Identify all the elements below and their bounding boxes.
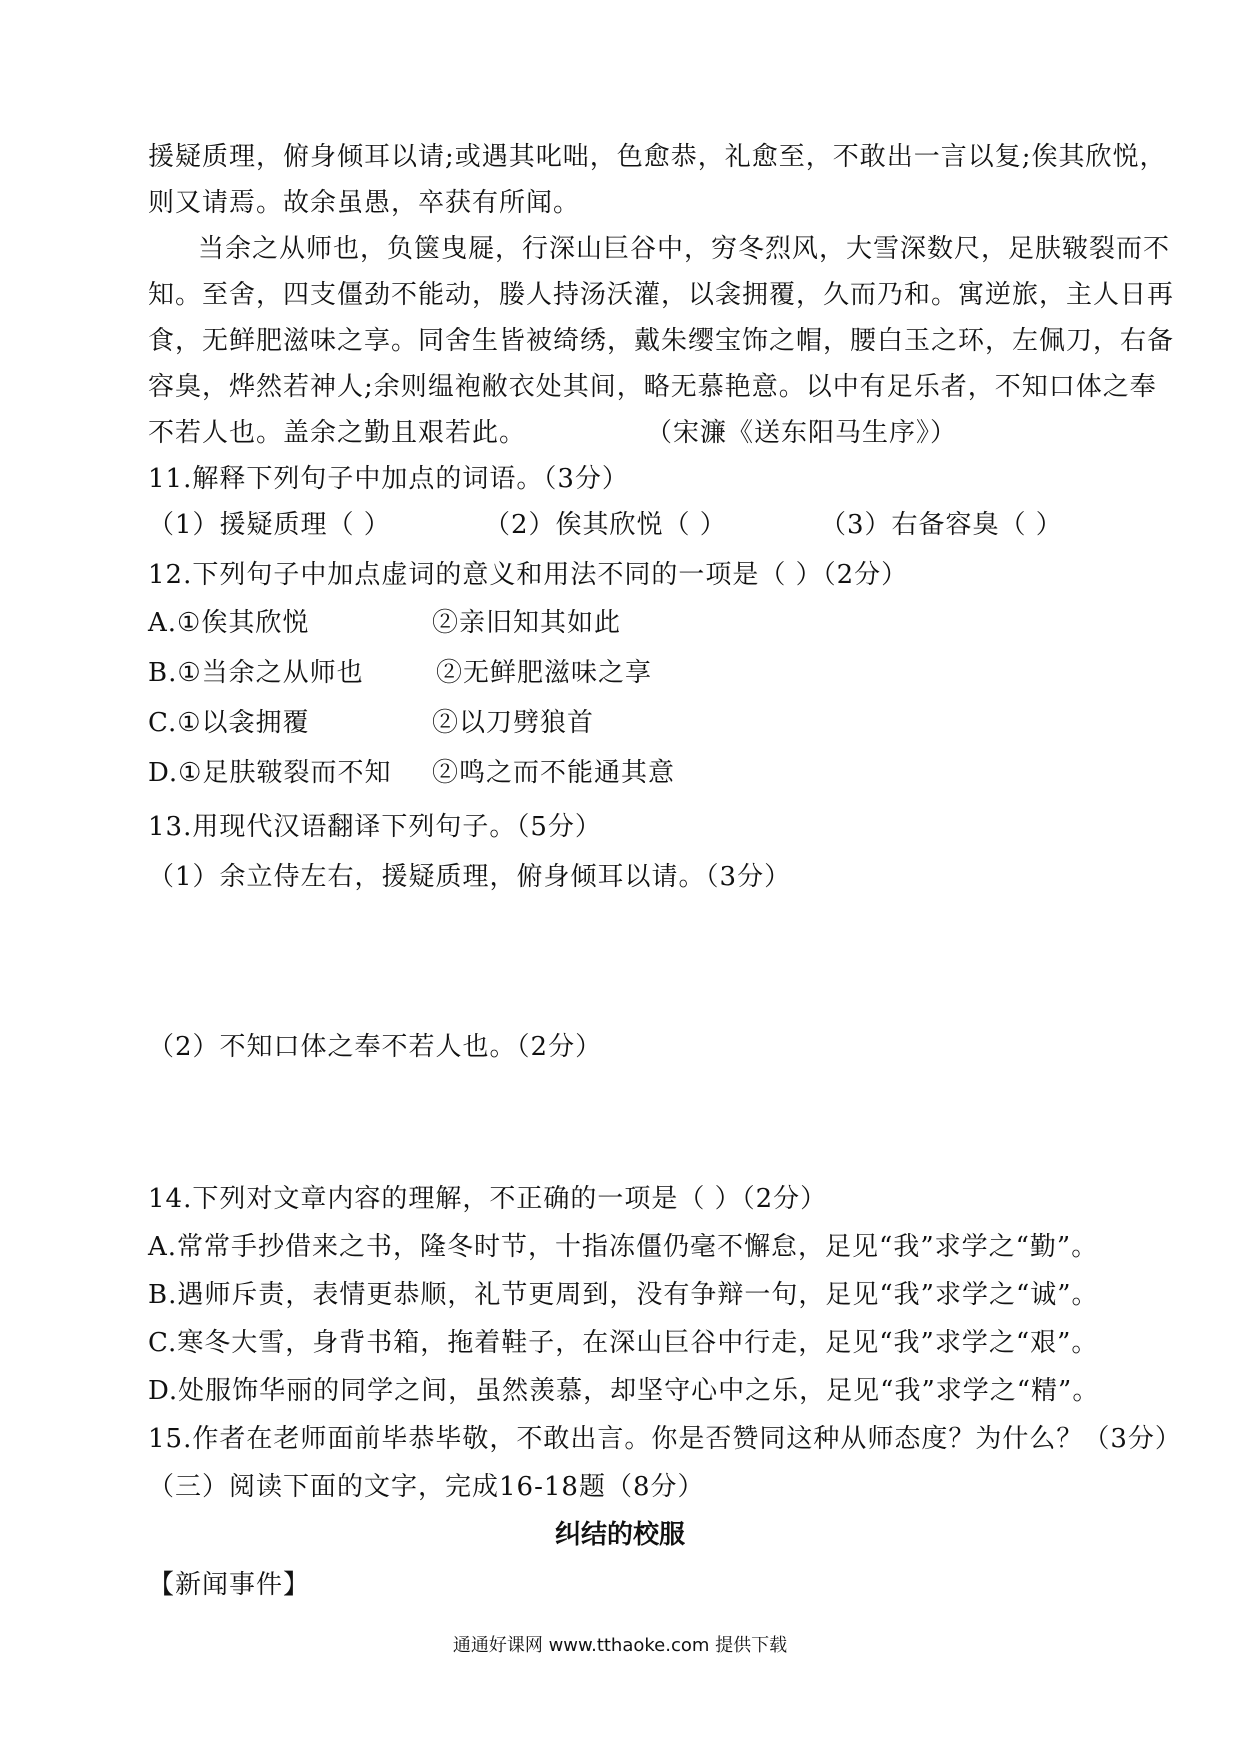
passage-line: 不若人也。盖余之勤且艰若此。 xyxy=(148,418,527,448)
q12-option-c2: ②以刀劈狼首 xyxy=(432,708,595,738)
question-15-stem: 15.作者在老师面前毕恭毕敬，不敢出言。你是否赞同这种从师态度？为什么？（3分） xyxy=(148,1424,1182,1454)
q12-option-b1: B.①当余之从师也 xyxy=(148,658,364,688)
q12-option-d1: D.①足肤皲裂而不知 xyxy=(148,758,392,788)
q12-option-d2: ②鸣之而不能通其意 xyxy=(432,758,676,788)
q12-option-a1: A.①俟其欣悦 xyxy=(148,608,310,638)
q12-option-c1: C.①以衾拥覆 xyxy=(148,708,310,738)
passage-source: （宋濂《送东阳马生序》） xyxy=(646,418,958,448)
passage-line: 当余之从师也，负箧曳屣，行深山巨谷中，穷冬烈风，大雪深数尺，足肤皲裂而不 xyxy=(198,234,1171,264)
q12-option-b2: ②无鲜肥滋味之享 xyxy=(436,658,653,688)
section-3-heading: （三）阅读下面的文字，完成16-18题（8分） xyxy=(148,1472,705,1502)
question-11-stem: 11.解释下列句子中加点的词语。（3分） xyxy=(148,464,629,494)
passage-line: 则又请焉。故余虽愚，卒获有所闻。 xyxy=(148,188,581,218)
passage-line: 援疑质理，俯身倾耳以请;或遇其叱咄，色愈恭，礼愈至，不敢出一言以复;俟其欣悦， xyxy=(148,142,1167,172)
q12-option-a2: ②亲旧知其如此 xyxy=(432,608,622,638)
page-footer: 通通好课网 www.tthaoke.com 提供下载 xyxy=(452,1635,788,1656)
article-title: 纠结的校服 xyxy=(554,1520,685,1550)
q14-option-a: A.常常手抄借来之书，隆冬时节，十指冻僵仍毫不懈怠，足见“我”求学之“勤”。 xyxy=(148,1232,1099,1262)
passage-line: 容臭，烨然若神人;余则缊袍敝衣处其间，略无慕艳意。以中有足乐者，不知口体之奉 xyxy=(148,372,1157,402)
passage-line: 知。至舍，四支僵劲不能动，媵人持汤沃灌，以衾拥覆，久而乃和。寓逆旅，主人日再 xyxy=(148,280,1175,310)
q11-item-1: （1）援疑质理（ ） xyxy=(148,510,391,540)
q14-option-b: B.遇师斥责，表情更恭顺，礼节更周到，没有争辩一句，足见“我”求学之“诚”。 xyxy=(148,1280,1099,1310)
passage-line: 食，无鲜肥滋味之享。同舍生皆被绮绣，戴朱缨宝饰之帽，腰白玉之环，左佩刀，右备 xyxy=(148,326,1175,356)
q13-sentence-1: （1）余立侍左右，援疑质理，俯身倾耳以请。（3分） xyxy=(148,862,792,892)
question-14-stem: 14.下列对文章内容的理解，不正确的一项是（ ）（2分） xyxy=(148,1184,828,1214)
question-12-stem: 12.下列句子中加点虚词的意义和用法不同的一项是（ ）（2分） xyxy=(148,560,909,590)
q11-item-2: （2）俟其欣悦（ ） xyxy=(484,510,727,540)
q14-option-c: C.寒冬大雪，身背书箱，拖着鞋子，在深山巨谷中行走，足见“我”求学之“艰”。 xyxy=(148,1328,1099,1358)
q13-sentence-2: （2）不知口体之奉不若人也。（2分） xyxy=(148,1032,603,1062)
q11-item-3: （3）右备容臭（ ） xyxy=(820,510,1063,540)
q14-option-d: D.处服饰华丽的同学之间，虽然羡慕，却坚守心中之乐，足见“我”求学之“精”。 xyxy=(148,1376,1100,1406)
news-event-label: 【新闻事件】 xyxy=(148,1570,311,1600)
question-13-stem: 13.用现代汉语翻译下列句子。（5分） xyxy=(148,812,602,842)
